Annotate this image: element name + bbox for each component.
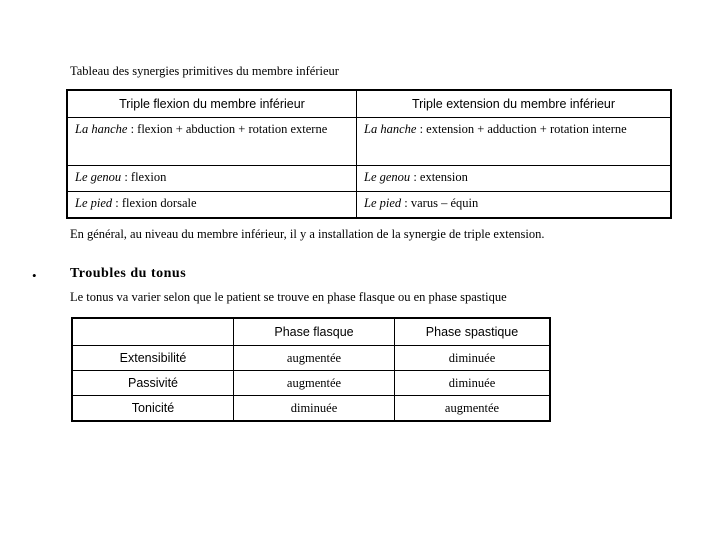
row-label: Extensibilité [72, 346, 234, 371]
cell-term: Le pied [364, 196, 402, 210]
tonus-table [71, 317, 551, 422]
cell-text: : extension + adduction + rotation interne [416, 122, 627, 136]
table-cell [67, 192, 357, 218]
table-cell [357, 192, 672, 218]
synergy-table [66, 89, 672, 219]
table-header-row [67, 90, 671, 118]
table-row [72, 396, 550, 422]
table-row [72, 371, 550, 396]
column-header-phase-spastique: Phase spastique [395, 318, 551, 346]
row-label: Passivité [72, 371, 234, 396]
bullet-icon: • [32, 268, 37, 283]
table-row [67, 166, 671, 192]
table-cell: diminuée [234, 396, 395, 422]
cell-text: : flexion [121, 170, 167, 184]
section-heading: Troubles du tonus [70, 266, 187, 281]
table-row [67, 118, 671, 166]
cell-term: La hanche [364, 122, 417, 136]
cell-term: La hanche [75, 122, 128, 136]
cell-text: : flexion + abduction + rotation externe [127, 122, 328, 136]
table-cell [67, 118, 357, 166]
table-cell: augmentée [234, 346, 395, 371]
table-cell [357, 166, 672, 192]
table-row [72, 346, 550, 371]
table-row [67, 192, 671, 218]
column-header-phase-flasque: Phase flasque [234, 318, 395, 346]
table-cell [67, 166, 357, 192]
synergy-note: En général, au niveau du membre inférieur, il y a installation de la synergie de triple extension. [70, 227, 545, 241]
table-cell: diminuée [395, 346, 551, 371]
row-label: Tonicité [72, 396, 234, 422]
table-cell: diminuée [395, 371, 551, 396]
cell-text: : flexion dorsale [112, 196, 197, 210]
table-header-row [72, 318, 550, 346]
table-cell: augmentée [395, 396, 551, 422]
cell-term: Le genou [75, 170, 122, 184]
cell-text: : extension [410, 170, 468, 184]
cell-term: Le pied [75, 196, 113, 210]
column-header-triple-flexion: Triple flexion du membre inférieur [67, 90, 357, 118]
table-caption: Tableau des synergies primitives du membre inférieur [70, 64, 339, 78]
table-cell [357, 118, 672, 166]
cell-text: : varus – équin [401, 196, 479, 210]
section-intro: Le tonus va varier selon que le patient se trouve en phase flasque ou en phase spastique [70, 290, 507, 304]
column-header-triple-extension: Triple extension du membre inférieur [357, 90, 672, 118]
table-cell: augmentée [234, 371, 395, 396]
column-header-empty [72, 318, 234, 346]
cell-term: Le genou [364, 170, 411, 184]
